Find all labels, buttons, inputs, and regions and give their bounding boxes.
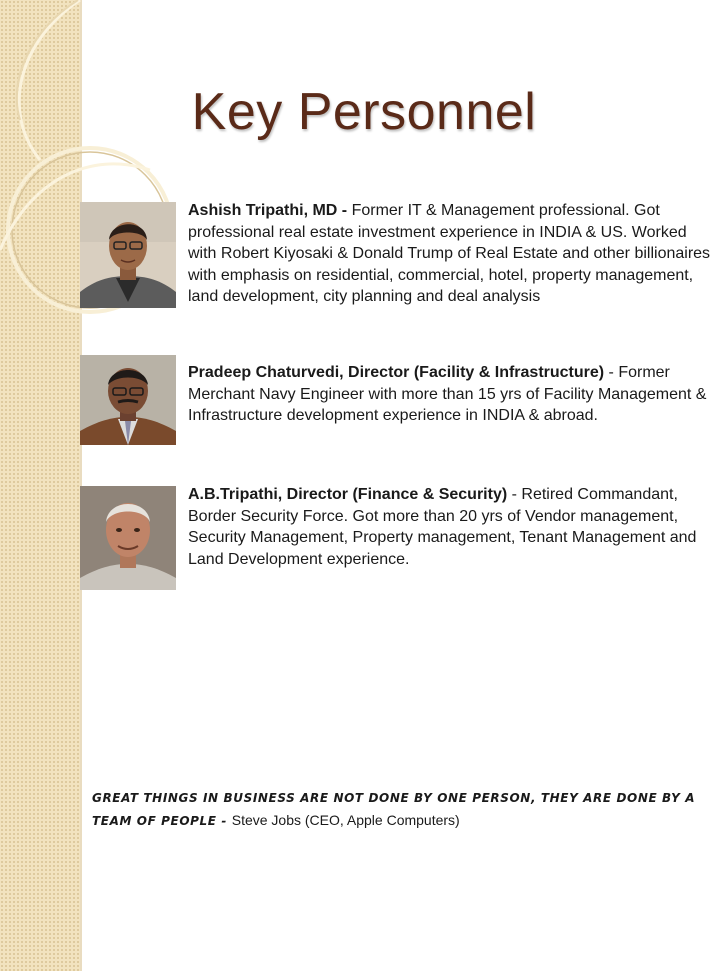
personnel-name: A.B.Tripathi, Director (Finance & Security) [188,486,508,503]
personnel-description: Former IT & Management professional. Got professional real estate investment experience in INDIA & US. Worked with Robert Kiyosaki & Donald Trump of Real Estate and other billionaires with emphasis on residential, commercial, hotel, property management, land development, city planning and deal analysis [188,202,711,305]
quote-block [92,786,702,832]
personnel-name: Pradeep Chaturvedi, Director (Facility & Infrastructure) [188,364,605,381]
page-title: Key Personnel [191,83,537,141]
portrait-photo [80,355,176,445]
portrait-photo [80,202,176,308]
personnel-bio [188,362,713,427]
portrait-photo [80,486,176,590]
personnel-name: Ashish Tripathi, MD - [188,202,352,219]
quote-text: GREAT THINGS IN BUSINESS ARE NOT DONE BY ONE PERSON, THEY ARE DONE BY A TEAM OF PEOPLE - [92,791,696,828]
personnel-bio [188,484,713,570]
quote-author: Steve Jobs (CEO, Apple Computers) [231,812,460,828]
personnel-bio [188,200,713,308]
personnel-description: - Retired Commandant, Border Security Force. Got more than 20 yrs of Vendor management, Security Management, Property management, Tenant Management and Land Development experience. [188,486,697,568]
personnel-description: - Former Merchant Navy Engineer with more than 15 yrs of Facility Management & Infrastructure development experience in INDIA & abroad. [188,364,707,424]
